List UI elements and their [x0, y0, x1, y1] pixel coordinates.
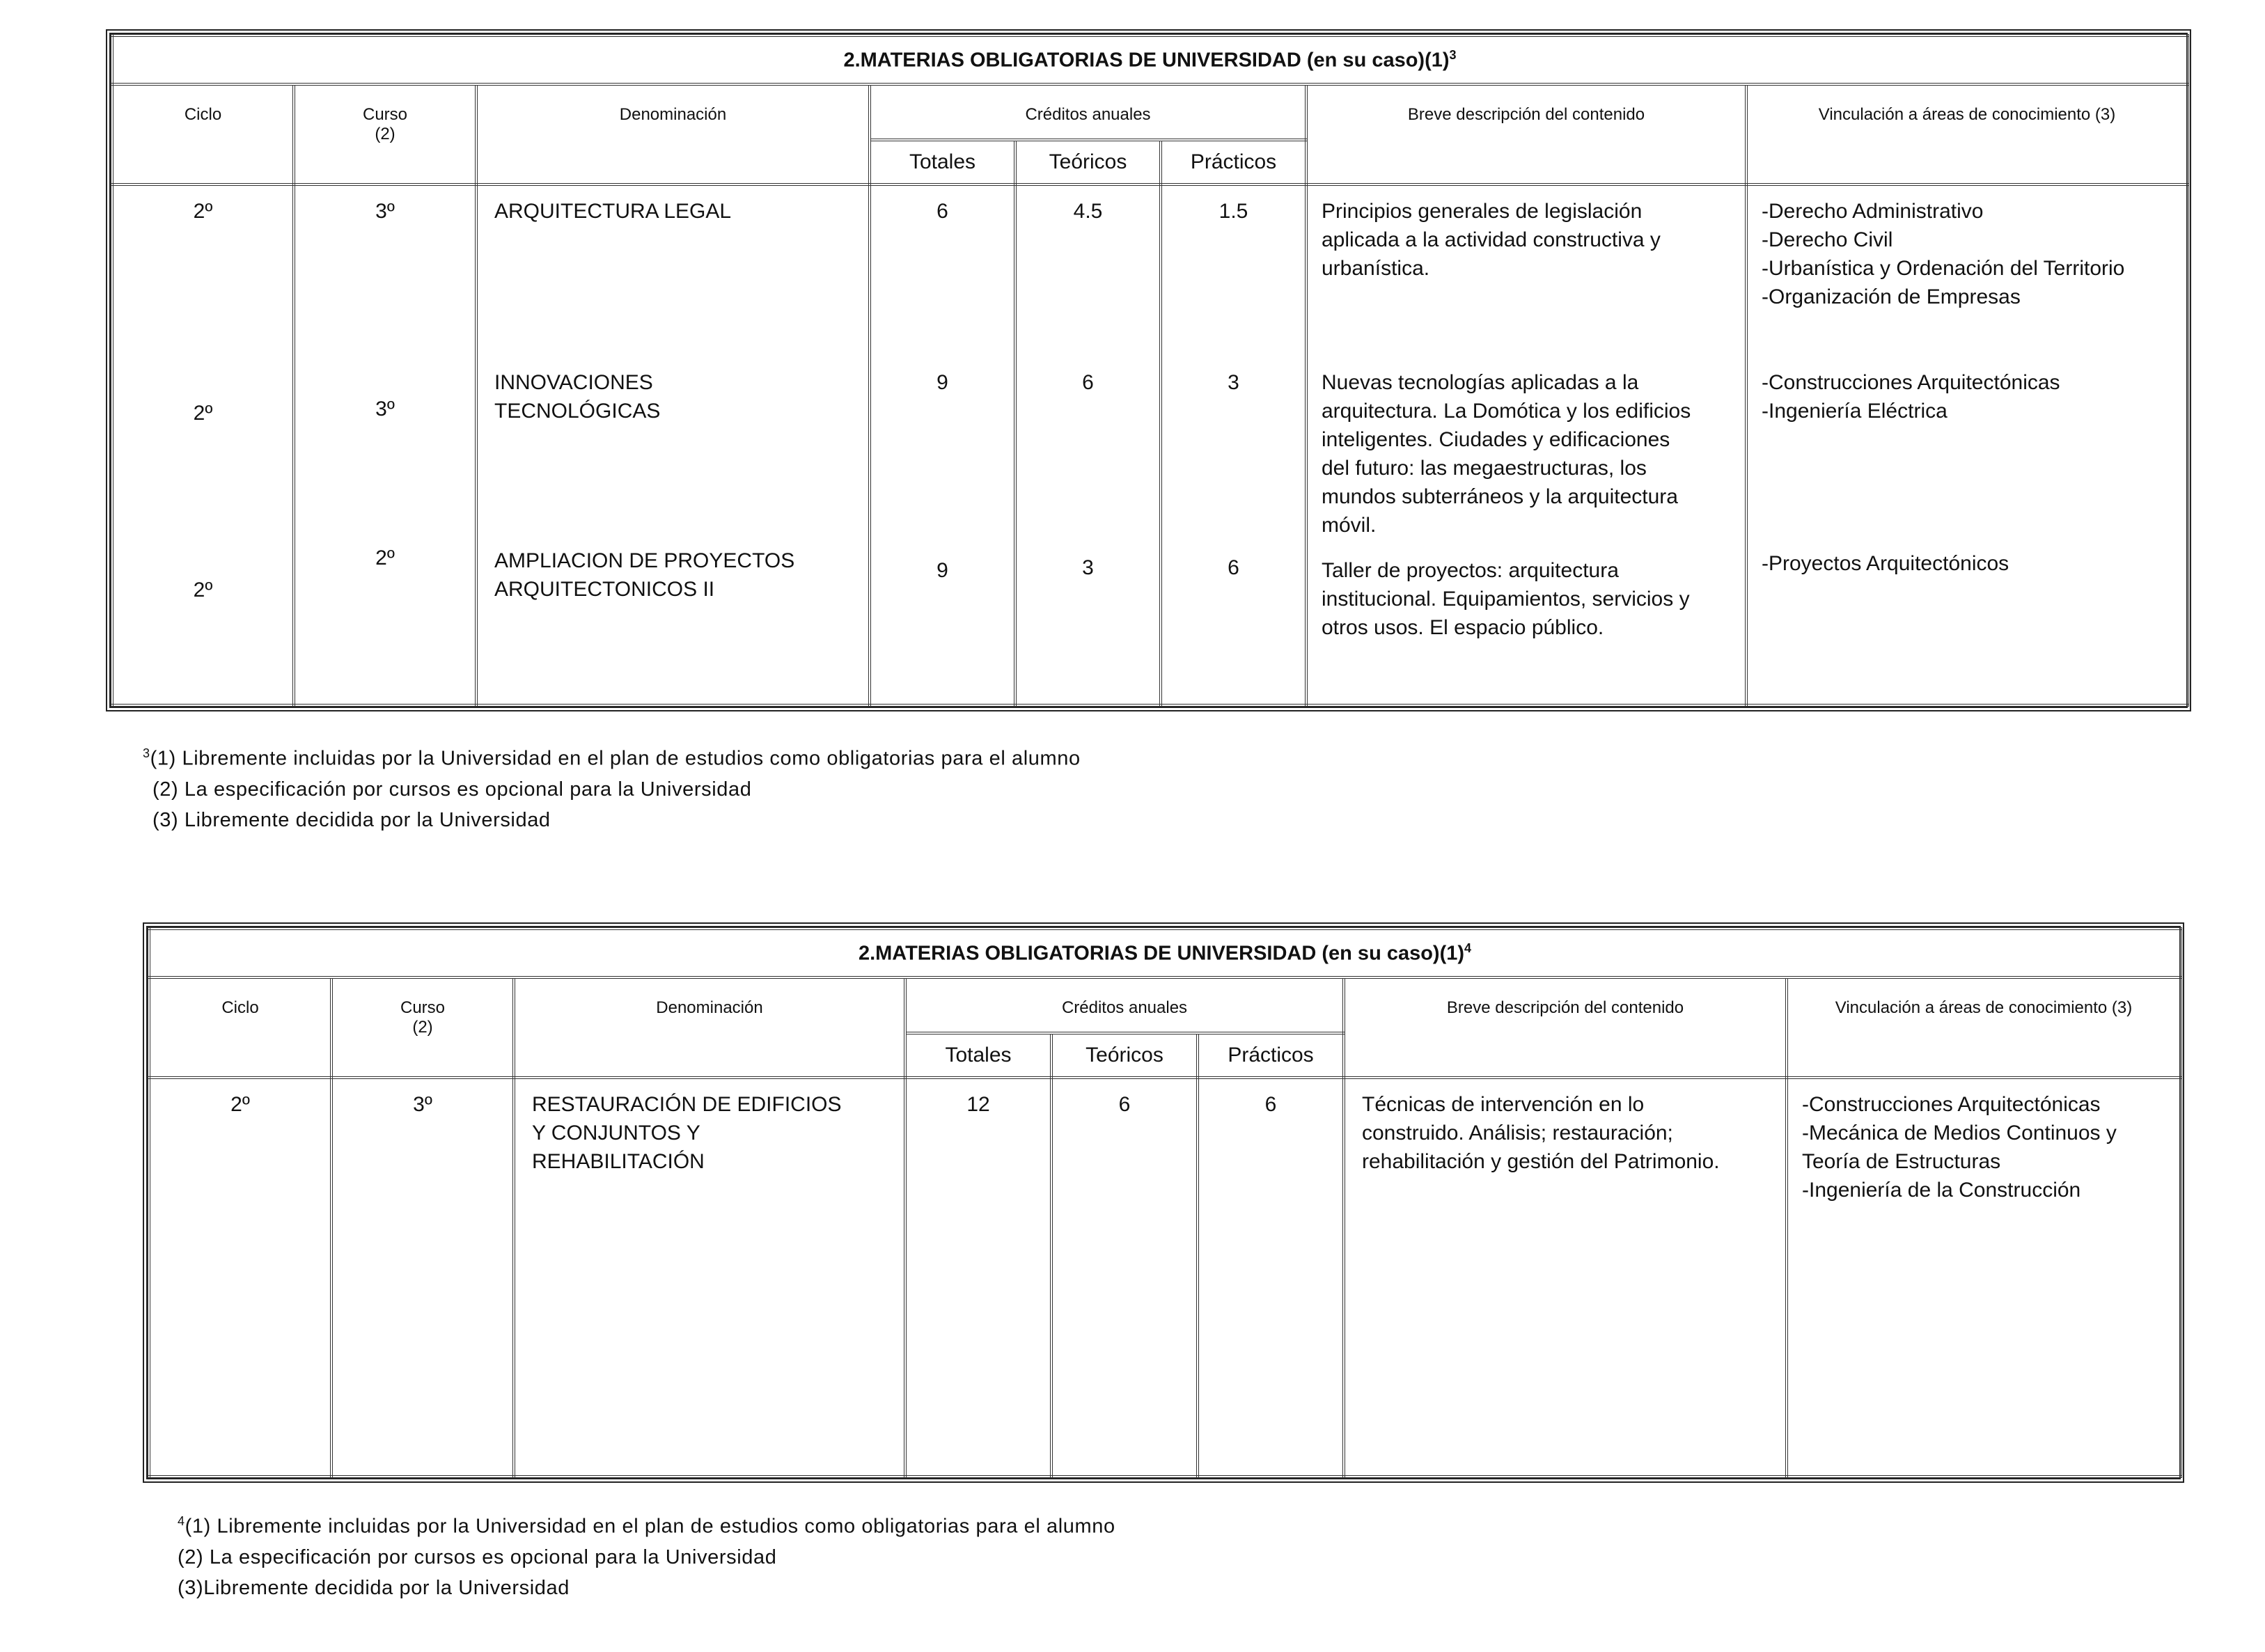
header-ciclo: Ciclo: [112, 84, 294, 184]
table-cell: 2º: [193, 402, 213, 425]
table-cell: RESTAURACIÓN DE EDIFICIOS Y CONJUNTOS Y REHABILITACIÓN: [514, 1078, 905, 1477]
table-cell: Nuevas tecnologías aplicadas a la arquitectura. La Domótica y los edificios inteligentes. Ciudades y edificaciones del futuro: las megaestructuras, los mundos subterráneos y la arquitectura móvil.: [1322, 371, 1691, 537]
header-practicos: Prácticos: [1161, 140, 1306, 184]
table-cell: 3: [1228, 371, 1239, 394]
table-cell: -Construcciones Arquitectónicas -Ingeniería Eléctrica: [1762, 371, 2060, 423]
header-denominacion: Denominación: [514, 977, 905, 1078]
table-cell: 2º: [193, 579, 213, 601]
table-cell: 6: [1051, 1078, 1198, 1477]
header-ciclo: Ciclo: [149, 977, 331, 1078]
table-cell: 3: [1082, 556, 1094, 579]
footnotes-2: $^4$(1) Libremente incluidas por la Universidad en el plan de estudios como obligatorias para el alumno (2) La especificación por cursos es opcional para la Universidad (3)Libremente decidida por la Universidad: [178, 1514, 1115, 1599]
header-creditos-anuales: Créditos anuales: [870, 84, 1306, 140]
header-vinculacion: Vinculación a áreas de conocimiento (3): [1746, 84, 2188, 184]
table-title: 2.MATERIAS OBLIGATORIAS DE UNIVERSIDAD (en su $caso)(1)^4$: [149, 929, 2181, 977]
column-curso: [294, 184, 476, 705]
table-cell: 3º: [375, 200, 395, 223]
footnotes-1: $^3$(1) Libremente incluidas por la Universidad en el plan de estudios como obligatorias para el alumno (2) La especificación por cursos es opcional para la Universidad (3) Libremente decidida por la Universidad: [143, 746, 1081, 831]
header-descripcion: Breve descripción del contenido: [1306, 84, 1746, 184]
header-practicos: Prácticos: [1198, 1033, 1344, 1078]
table-cell: 2º: [193, 200, 213, 223]
column-vinculacion: [1746, 184, 2188, 705]
table-cell: 12: [905, 1078, 1051, 1477]
header-descripcion: Breve descripción del contenido: [1344, 977, 1787, 1078]
table-cell: 4.5: [1073, 200, 1103, 223]
table-cell: ARQUITECTURA LEGAL: [494, 200, 732, 223]
column-teoricos: [1015, 184, 1161, 705]
header-curso: Curso (2): [294, 84, 476, 184]
table-cell: 1.5: [1218, 200, 1248, 223]
header-denominacion: Denominación: [476, 84, 870, 184]
table-cell: -Construcciones Arquitectónicas -Mecánica de Medios Continuos y Teoría de Estructuras -Ingeniería de la Construcción: [1787, 1078, 2181, 1477]
table-cell: 9: [936, 371, 948, 394]
header-curso: Curso (2): [331, 977, 514, 1078]
table-cell: 2º: [375, 546, 395, 569]
table-cell: 6: [1198, 1078, 1344, 1477]
header-creditos-anuales: Créditos anuales: [905, 977, 1344, 1033]
table-title: 2.MATERIAS OBLIGATORIAS DE UNIVERSIDAD (en su $caso)(1)^3$: [112, 36, 2188, 84]
column-totales: [870, 184, 1015, 705]
table-cell: 9: [936, 559, 948, 582]
table-row: [149, 1078, 2181, 1477]
subjects-table-2: [143, 922, 2184, 1483]
column-descripcion: [1306, 184, 1746, 705]
table-cell: -Derecho Administrativo -Derecho Civil -Urbanística y Ordenación del Territorio -Organización de Empresas: [1762, 200, 2125, 308]
header-totales: Totales: [870, 140, 1015, 184]
table-cell: 6: [1082, 371, 1094, 394]
table-cell: Técnicas de intervención en lo construido. Análisis; restauración; rehabilitación y gestión del Patrimonio.: [1344, 1078, 1787, 1477]
table-cell: 3º: [331, 1078, 514, 1477]
subjects-table-1: [106, 29, 2191, 711]
header-totales: Totales: [905, 1033, 1051, 1078]
column-denominacion: [476, 184, 870, 705]
table-cell: AMPLIACION DE PROYECTOS ARQUITECTONICOS II: [494, 549, 795, 601]
table-cell: 2º: [149, 1078, 331, 1477]
header-teoricos: Teóricos: [1051, 1033, 1198, 1078]
column-ciclo: [112, 184, 294, 705]
table-cell: -Proyectos Arquitectónicos: [1762, 552, 2009, 575]
header-teoricos: Teóricos: [1015, 140, 1161, 184]
table-cell: 6: [1228, 556, 1239, 579]
header-vinculacion: Vinculación a áreas de conocimiento (3): [1787, 977, 2181, 1078]
table-cell: 3º: [375, 398, 395, 420]
table-cell: 6: [936, 200, 948, 223]
table-cell: Principios generales de legislación aplicada a la actividad constructiva y urbanística.: [1322, 200, 1661, 280]
table-cell: INNOVACIONES TECNOLÓGICAS: [494, 371, 661, 423]
table-cell: Taller de proyectos: arquitectura institucional. Equipamientos, servicios y otros usos. El espacio público.: [1322, 559, 1690, 639]
column-practicos: [1161, 184, 1306, 705]
